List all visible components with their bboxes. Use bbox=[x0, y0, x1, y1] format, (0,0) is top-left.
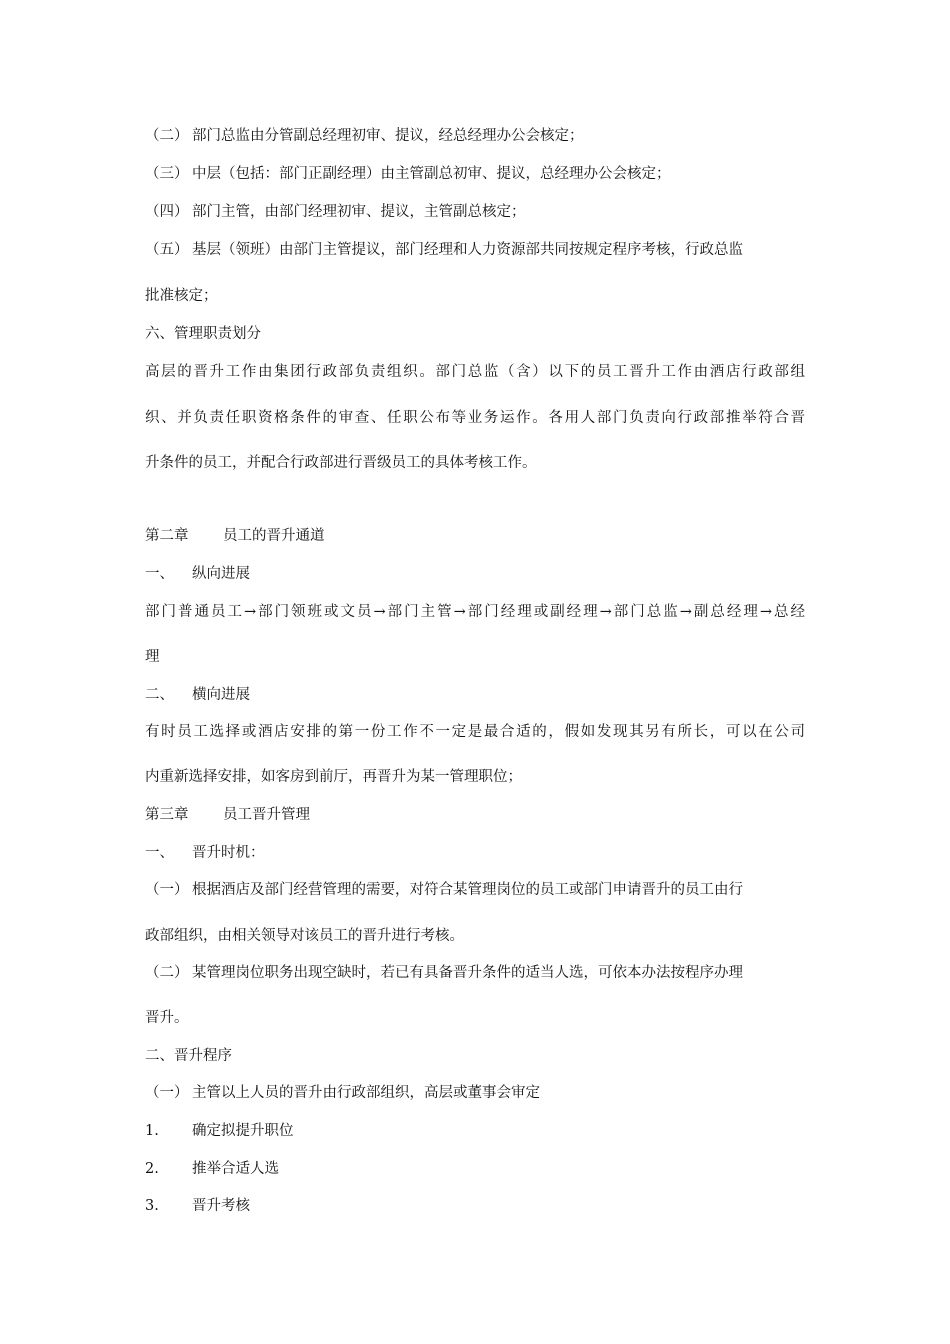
step-number: 1. bbox=[145, 1123, 159, 1139]
clause-1-continuation bbox=[145, 926, 805, 946]
promotion-path-continuation bbox=[145, 647, 805, 667]
paragraph-line bbox=[145, 408, 805, 428]
step-number: 2. bbox=[145, 1161, 159, 1177]
section-promotion-procedure bbox=[145, 1046, 805, 1066]
step-text: 推举合适人选 bbox=[192, 1161, 279, 1177]
chapter-title: 员工的晋升通道 bbox=[223, 528, 325, 544]
clause-label: （五） bbox=[145, 242, 189, 258]
chapter-2-heading bbox=[145, 526, 805, 546]
section-6-heading bbox=[145, 324, 805, 344]
paragraph-text: 理 bbox=[145, 649, 160, 665]
paragraph-text: 部门普通员工→部门领班或文员→部门主管→部门经理或副经理→部门总监→副总经理→总经 bbox=[145, 604, 805, 620]
step-2 bbox=[145, 1159, 805, 1179]
clause-3-middle-management bbox=[145, 164, 805, 184]
clause-2-vacancy bbox=[145, 963, 805, 983]
paragraph-line bbox=[145, 453, 805, 473]
promotion-path-line bbox=[145, 602, 805, 622]
clause-label: （二） bbox=[145, 128, 189, 144]
clause-text: 晋升。 bbox=[145, 1010, 189, 1026]
clause-text: 根据酒店及部门经营管理的需要，对符合某管理岗位的员工或部门申请晋升的员工由行 bbox=[192, 882, 743, 898]
clause-text: 部门总监由分管副总经理初审、提议，经总经理办公会核定； bbox=[192, 128, 584, 144]
step-number: 3. bbox=[145, 1198, 159, 1214]
clause-text: 基层（领班）由部门主管提议，部门经理和人力资源部共同按规定程序考核，行政总监 bbox=[192, 242, 743, 258]
clause-text: 批准核定； bbox=[145, 288, 218, 304]
clause-label: （四） bbox=[145, 204, 189, 220]
clause-text: 主管以上人员的晋升由行政部组织，高层或董事会审定 bbox=[192, 1085, 540, 1101]
clause-2-director-approval bbox=[145, 126, 805, 146]
clause-label: （一） bbox=[145, 882, 189, 898]
item-text: 横向进展 bbox=[192, 687, 250, 703]
step-1 bbox=[145, 1121, 805, 1141]
item-label: 一、 bbox=[145, 566, 174, 582]
paragraph-text: 高层的晋升工作由集团行政部负责组织。部门总监（含）以下的员工晋升工作由酒店行政部组 bbox=[145, 364, 805, 380]
clause-label: （三） bbox=[145, 166, 189, 182]
item-promotion-timing bbox=[145, 843, 805, 863]
clause-label: （二） bbox=[145, 965, 189, 981]
item-horizontal-development bbox=[145, 685, 805, 705]
clause-text: 某管理岗位职务出现空缺时，若已有具备晋升条件的适当人选，可依本办法按程序办理 bbox=[192, 965, 743, 981]
section-heading: 六、管理职责划分 bbox=[145, 326, 261, 342]
clause-text: 政部组织，由相关领导对该员工的晋升进行考核。 bbox=[145, 928, 464, 944]
clause-text: 部门主管，由部门经理初审、提议，主管副总核定； bbox=[192, 204, 526, 220]
item-text: 晋升时机： bbox=[192, 845, 265, 861]
chapter-title: 员工晋升管理 bbox=[223, 807, 310, 823]
clause-5-basic-level bbox=[145, 240, 805, 260]
paragraph-text: 内重新选择安排，如客房到前厅，再晋升为某一管理职位； bbox=[145, 769, 522, 785]
clause-2-continuation bbox=[145, 1008, 805, 1028]
clause-label: （一） bbox=[145, 1085, 189, 1101]
clause-5-continuation bbox=[145, 286, 805, 306]
clause-1-senior-promotion bbox=[145, 1083, 805, 1103]
item-label: 一、 bbox=[145, 845, 174, 861]
paragraph-line bbox=[145, 362, 805, 382]
item-label: 二、 bbox=[145, 687, 174, 703]
chapter-label: 第二章 bbox=[145, 528, 189, 544]
chapter-label: 第三章 bbox=[145, 807, 189, 823]
paragraph-line bbox=[145, 722, 805, 742]
step-text: 确定拟提升职位 bbox=[192, 1123, 294, 1139]
step-text: 晋升考核 bbox=[192, 1198, 250, 1214]
paragraph-text: 织、并负责任职资格条件的审查、任职公布等业务运作。各用人部门负责向行政部推举符合晋 bbox=[145, 410, 805, 426]
clause-4-department-supervisor bbox=[145, 202, 805, 222]
chapter-3-heading bbox=[145, 805, 805, 825]
clause-1-business-needs bbox=[145, 880, 805, 900]
item-text: 纵向进展 bbox=[192, 566, 250, 582]
item-vertical-development bbox=[145, 564, 805, 584]
section-heading: 二、晋升程序 bbox=[145, 1048, 232, 1064]
clause-text: 中层（包括：部门正副经理）由主管副总初审、提议，总经理办公会核定； bbox=[192, 166, 671, 182]
paragraph-text: 有时员工选择或酒店安排的第一份工作不一定是最合适的，假如发现其另有所长，可以在公司 bbox=[145, 724, 805, 740]
step-3 bbox=[145, 1196, 805, 1216]
paragraph-line bbox=[145, 767, 805, 787]
paragraph-text: 升条件的员工，并配合行政部进行晋级员工的具体考核工作。 bbox=[145, 455, 537, 471]
